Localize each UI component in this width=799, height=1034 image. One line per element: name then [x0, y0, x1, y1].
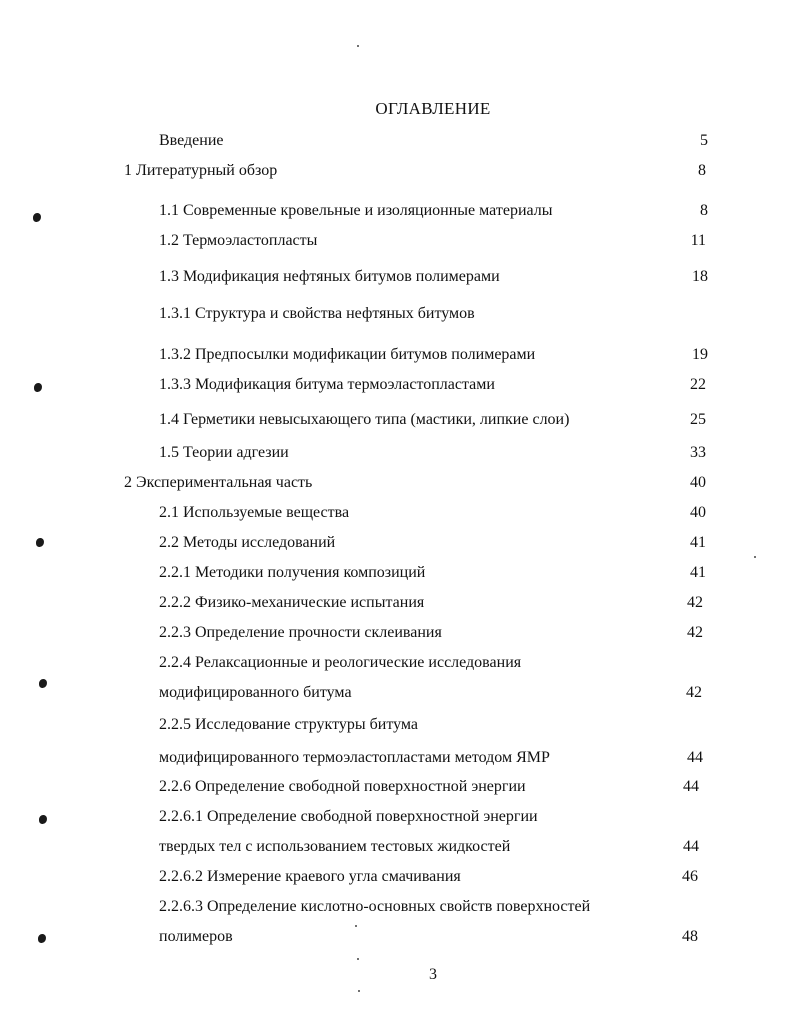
- toc-page-number: 40: [690, 474, 706, 491]
- page-number: 3: [429, 966, 437, 983]
- toc-page-number: 5: [700, 132, 708, 149]
- toc-page-number: 33: [690, 444, 706, 461]
- punch-hole: [33, 213, 41, 222]
- scan-speck: [358, 990, 360, 992]
- scan-speck: [754, 556, 756, 558]
- toc-page-number: 46: [682, 868, 698, 885]
- toc-page-number: 8: [700, 202, 708, 219]
- scan-speck: [357, 45, 359, 47]
- toc-page-number: 41: [690, 564, 706, 581]
- punch-hole: [38, 934, 46, 943]
- toc-page-number: 42: [687, 624, 703, 641]
- toc-page-number: 18: [692, 268, 708, 285]
- punch-hole: [39, 815, 47, 824]
- toc-page-number: 42: [687, 594, 703, 611]
- toc-page-number: 25: [690, 411, 706, 428]
- toc-page-number: 44: [683, 838, 699, 855]
- punch-hole: [39, 679, 47, 688]
- toc-page-number: 40: [690, 504, 706, 521]
- punch-hole: [34, 383, 42, 392]
- scan-speck: [355, 925, 357, 927]
- toc-page-number: 44: [687, 749, 703, 766]
- toc-page-number: 41: [690, 534, 706, 551]
- toc-page-number: 22: [690, 376, 706, 393]
- page-title: ОГЛАВЛЕНИЕ: [375, 99, 491, 118]
- punch-hole: [36, 538, 44, 547]
- toc-page-number: 8: [698, 162, 706, 179]
- toc-page-number: 48: [682, 928, 698, 945]
- toc-page-number: 44: [683, 778, 699, 795]
- toc-page-number: 19: [692, 346, 708, 363]
- toc-page-number: 11: [690, 232, 706, 249]
- scan-speck: [357, 958, 359, 960]
- toc-page-number: 42: [686, 684, 702, 701]
